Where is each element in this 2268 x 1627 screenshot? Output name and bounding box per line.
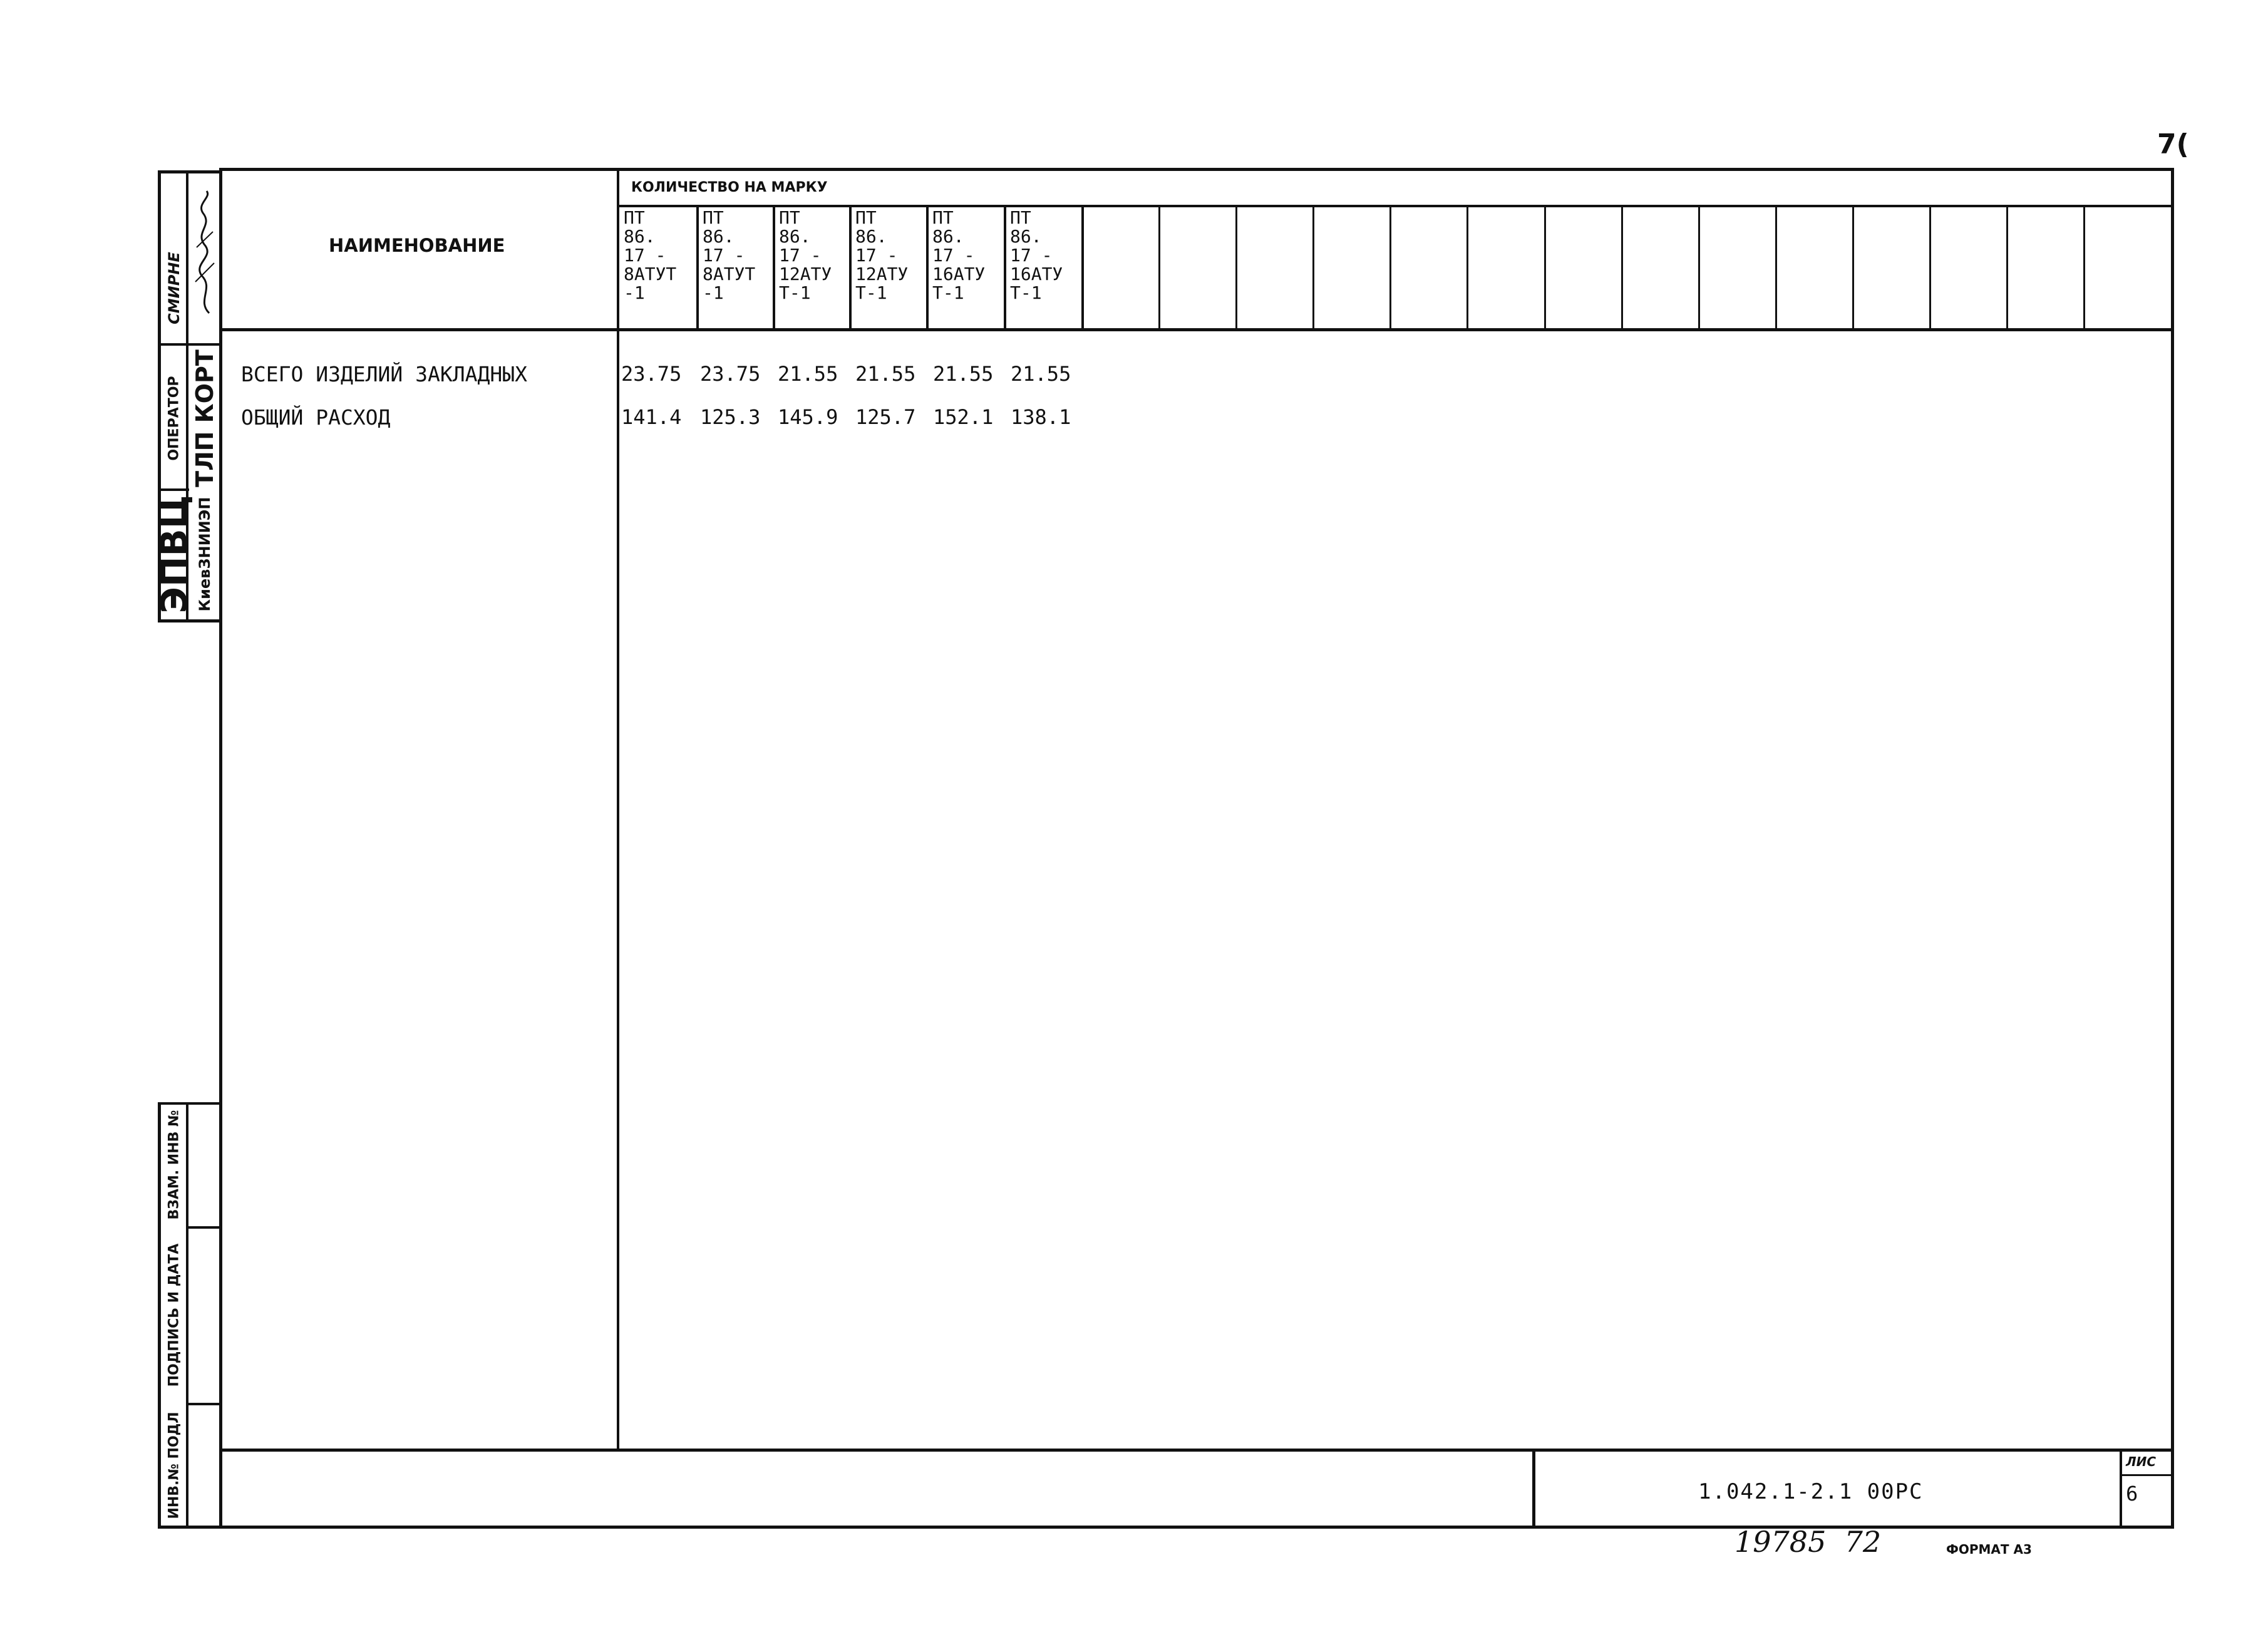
mark-header-5: ПТ 86. 17 - 16АТУ Т-1 (932, 207, 986, 303)
row-value: 23.75 (700, 362, 761, 386)
row-value: 21.55 (778, 362, 838, 386)
row-value: 152.1 (933, 405, 994, 429)
mark-header-3: ПТ 86. 17 - 12АТУ Т-1 (779, 207, 832, 303)
sheet-number: 6 (2126, 1482, 2138, 1506)
operator-label: ОПЕРАТОР (166, 376, 182, 461)
mark-header-2: ПТ 86. 17 - 8АТУТ -1 (703, 207, 756, 303)
mark-header-6: ПТ 86. 17 - 16АТУ Т-1 (1010, 207, 1063, 303)
row-name: ОБЩИЙ РАСХОД (241, 405, 391, 430)
quantity-header: КОЛИЧЕСТВО НА МАРКУ (631, 180, 828, 195)
row-value: 125.7 (855, 405, 916, 429)
org-line: ТЛП КОРТ (191, 349, 219, 487)
podpis-data-label: ПОДПИСЬ И ДАТА (166, 1243, 182, 1387)
document-code: 1.042.1-2.1 00РС (1698, 1479, 1924, 1504)
checker-signature (190, 188, 218, 319)
page-number: 7( (2157, 128, 2189, 160)
inv-podl-label: ИНВ.№ ПОДЛ (166, 1412, 182, 1519)
row-value: 21.55 (1011, 362, 1071, 386)
row-value: 138.1 (1011, 405, 1071, 429)
row-value: 21.55 (933, 362, 994, 386)
row-value: 23.75 (621, 362, 682, 386)
center-stamp-big: ЭПВЦ (153, 495, 195, 614)
sheet-label: ЛИС (2126, 1454, 2157, 1469)
mark-header-4: ПТ 86. 17 - 12АТУ Т-1 (855, 207, 909, 303)
center-stamp-small: КиевЗНИИЭП (196, 497, 214, 612)
handwritten-number: 19785 72 (1735, 1525, 1882, 1559)
row-value: 145.9 (778, 405, 838, 429)
mark-header-1: ПТ 86. 17 - 8АТУТ -1 (624, 207, 677, 303)
row-value: 141.4 (621, 405, 682, 429)
row-name: ВСЕГО ИЗДЕЛИЙ ЗАКЛАДНЫХ (241, 362, 527, 386)
name-column-header: НАИМЕНОВАНИЕ (329, 235, 505, 256)
format-label: ФОРМАТ А3 (1946, 1542, 2032, 1557)
row-value: 21.55 (855, 362, 916, 386)
vzam-inv-label: ВЗАМ. ИНВ № (166, 1110, 182, 1220)
row-value: 125.3 (700, 405, 761, 429)
